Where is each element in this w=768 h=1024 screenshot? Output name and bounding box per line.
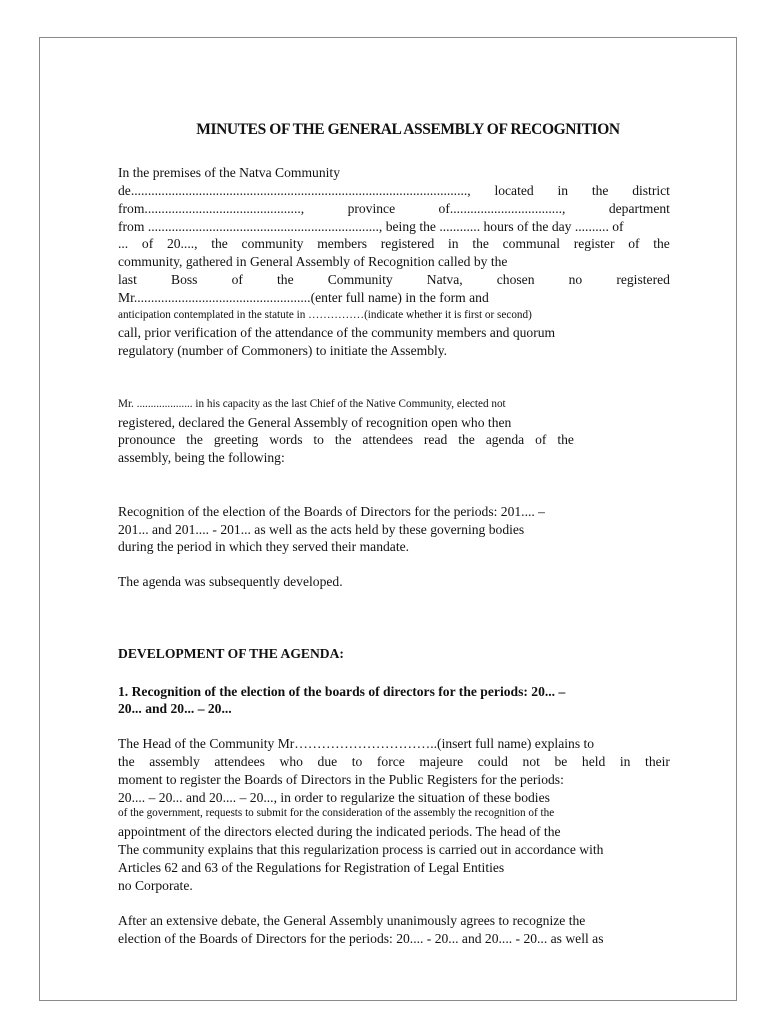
p1-line-11: regulatory (number of Commoners) to initiate the Assembly. — [118, 343, 448, 358]
p5-line-2 — [118, 753, 670, 770]
word: to — [351, 754, 363, 769]
p1-line-1: In the premises of the Natva Community — [118, 165, 340, 180]
word: agenda — [485, 432, 525, 447]
document-page — [39, 37, 737, 1001]
p1-line-4 — [118, 218, 624, 235]
word: in — [557, 183, 569, 198]
word: attendees — [214, 754, 265, 769]
word: their — [645, 754, 670, 769]
word: 20...., — [166, 236, 198, 251]
word: not — [522, 754, 540, 769]
word: the — [591, 183, 609, 198]
p5-line-6: appointment of the directors elected during the indicated periods. The head of the — [118, 824, 561, 839]
word: words — [269, 432, 303, 447]
p1-line-8: Mr....................................................(enter full name) in the form and — [118, 290, 489, 305]
p5-line-3: moment to register the Boards of Directors in the Public Registers for the periods: — [118, 772, 564, 787]
word: the — [186, 432, 203, 447]
word: de..................................................................................................., — [118, 183, 471, 198]
word: who — [279, 754, 303, 769]
word: attendees — [362, 432, 413, 447]
word: registered — [616, 272, 670, 287]
word: the — [472, 236, 489, 251]
p2-line-1: Mr. .................... in his capacity as the last Chief of the Native Community, elected not — [118, 398, 506, 410]
word: pronounce — [118, 432, 176, 447]
word: of — [141, 236, 154, 251]
p1-line-10: call, prior verification of the attendance of the community members and quorum — [118, 325, 556, 340]
p5-line-7: The community explains that this regularization process is carried out in accordance with — [118, 842, 604, 857]
word: the — [458, 432, 475, 447]
word: district — [632, 183, 670, 198]
word: from.............................................., — [118, 201, 305, 216]
p1-line-5 — [118, 235, 670, 252]
word: members — [317, 236, 368, 251]
word: chosen — [496, 272, 535, 287]
word: the — [653, 236, 670, 251]
p6-line-1: After an extensive debate, the General Assembly unanimously agrees to recognize the — [118, 913, 586, 928]
p2-line-2: registered, declared the General Assembly of recognition open who then — [118, 415, 512, 430]
document-title: MINUTES OF THE GENERAL ASSEMBLY OF RECOGNITION — [196, 121, 620, 138]
word: of — [535, 432, 547, 447]
item1-line-2: 20... and 20... – 20... — [118, 701, 232, 716]
word: assembly — [149, 754, 200, 769]
p1-line-3 — [118, 200, 670, 217]
p3-line-2: 201... and 201.... - 201... as well as the acts held by these governing bodies — [118, 522, 525, 537]
word: communal — [502, 236, 561, 251]
word: province — [347, 201, 396, 216]
word: held — [581, 754, 606, 769]
word: of................................., — [438, 201, 566, 216]
word: in — [448, 236, 459, 251]
word: last — [118, 272, 137, 287]
word: be — [554, 754, 568, 769]
item1-line-1: 1. Recognition of the election of the boards of directors for the periods: 20... – — [118, 684, 566, 699]
word: located — [494, 183, 534, 198]
p3-line-3: during the period in which they served their mandate. — [118, 539, 410, 554]
p2-line-3 — [118, 431, 574, 448]
p5-line-8: Articles 62 and 63 of the Regulations for Registration of Legal Entities — [118, 860, 505, 875]
word: greeting — [213, 432, 259, 447]
p4-line-1: The agenda was subsequently developed. — [118, 574, 343, 589]
word: registered — [380, 236, 435, 251]
word: Community — [327, 272, 393, 287]
word: the — [118, 754, 135, 769]
word: ... — [118, 236, 129, 251]
word: department — [608, 201, 670, 216]
p2-line-4: assembly, being the following: — [118, 450, 285, 465]
word: of — [231, 272, 243, 287]
word: to — [313, 432, 324, 447]
word: in — [619, 754, 631, 769]
word: Natva, — [426, 272, 463, 287]
p3-line-1: Recognition of the election of the Boards of Directors for the periods: 201.... – — [118, 504, 545, 519]
word: of — [628, 236, 640, 251]
p5-line-1: The Head of the Community Mr…………………………..(insert full name) explains to — [118, 736, 595, 751]
word: the — [211, 236, 228, 251]
p1-line-9: anticipation contemplated in the statute in ……………(indicate whether it is first or second) — [118, 309, 532, 321]
section-heading: DEVELOPMENT OF THE AGENDA: — [118, 646, 344, 661]
p6-line-2: election of the Boards of Directors for the periods: 20.... - 20... and 20.... - 20... as well as — [118, 931, 604, 946]
p5-line-5: of the government, requests to submit for the consideration of the assembly the recognition of the — [118, 807, 555, 819]
word: no — [568, 272, 583, 287]
p5-line-9: no Corporate. — [118, 878, 193, 893]
word: could — [477, 754, 508, 769]
word: due — [317, 754, 338, 769]
word: Boss — [171, 272, 198, 287]
word: the — [334, 432, 352, 447]
word: community — [241, 236, 304, 251]
word: from ...................................................................., being the ............ hours of the day .......... of — [118, 219, 624, 234]
word: the — [277, 272, 294, 287]
word: register — [573, 236, 615, 251]
p1-line-2 — [118, 182, 670, 199]
p1-line-6: community, gathered in General Assembly of Recognition called by the — [118, 254, 508, 269]
word: force — [376, 754, 405, 769]
p5-line-4: 20.... – 20... and 20.... – 20..., in order to regularize the situation of these bodies — [118, 790, 550, 805]
p1-line-7 — [118, 271, 670, 288]
word: the — [557, 432, 574, 447]
word: majeure — [419, 754, 464, 769]
word: read — [423, 432, 448, 447]
